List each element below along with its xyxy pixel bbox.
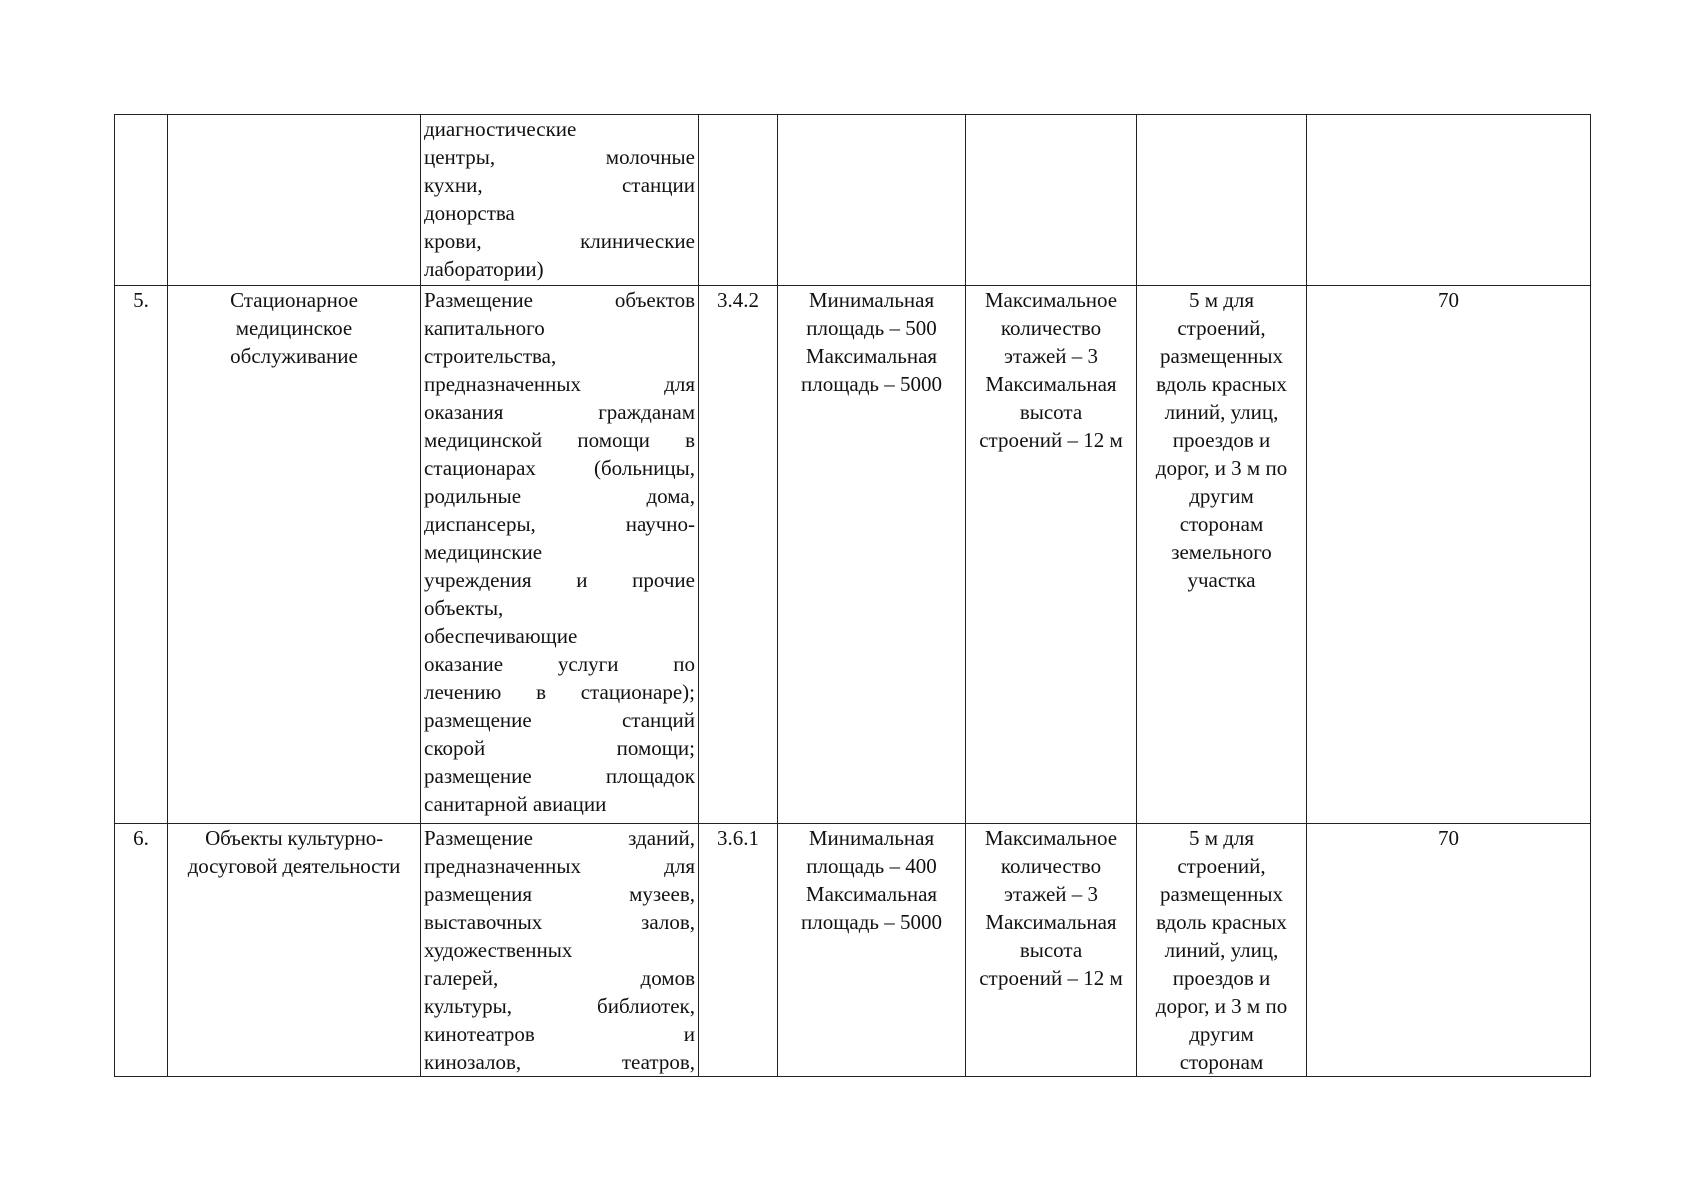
table-row [115, 115, 1591, 286]
cell-line: строений, [1177, 316, 1266, 340]
cell-line: линий, улиц, [1164, 938, 1279, 962]
row-number-cell [115, 824, 168, 1077]
description-line: Размещение объектов [424, 288, 695, 312]
cell-line: количество [1000, 854, 1102, 878]
coverage-percent-cell [1307, 286, 1591, 824]
classifier-code-cell [699, 824, 778, 1077]
cell-line: Максимальная [805, 344, 938, 368]
description-line: донорства [424, 201, 515, 225]
use-description-cell [421, 115, 699, 286]
classifier-code: 3.6.1 [717, 826, 759, 850]
description-line: капитального [424, 316, 545, 340]
description-line: диспансеры, научно- [424, 512, 695, 536]
description-line: медицинской помощи в [424, 428, 695, 452]
cell-line: 5 м для [1188, 288, 1255, 312]
description-line: центры, молочные [424, 145, 695, 169]
building-height-cell [966, 286, 1137, 824]
cell-line: Объекты культурно- [205, 826, 383, 850]
cell-line: обслуживание [230, 344, 358, 368]
cell-line: Максимальная [985, 910, 1117, 934]
table-row [115, 286, 1591, 824]
cell-line: Максимальное [984, 288, 1118, 312]
cell-line: линий, улиц, [1164, 400, 1279, 424]
use-name-cell [168, 824, 421, 1077]
cell-line: дорог, и 3 м по [1155, 456, 1288, 480]
row-number: 5. [133, 288, 149, 312]
description-line: оказания гражданам [424, 400, 695, 424]
cell-line: земельного [1171, 540, 1272, 564]
cell-line: сторонам [1179, 1050, 1264, 1074]
table-row [115, 824, 1591, 1077]
description-line: лаборатории) [424, 257, 544, 281]
cell-line: Минимальная [808, 826, 935, 850]
cell-line: Максимальная [985, 372, 1117, 396]
description-line: размещения музеев, [424, 882, 695, 906]
description-line: оказание услуги по [424, 652, 695, 676]
description-line: диагностические [424, 117, 577, 141]
description-line: родильные дома, [424, 484, 695, 508]
cell-line: строений – 12 м [979, 428, 1123, 452]
description-line: строительства, [424, 344, 557, 368]
description-line: объекты, [424, 596, 504, 620]
coverage-percent-cell [1307, 824, 1591, 1077]
cell-line: строений – 12 м [979, 966, 1123, 990]
cell-line: медицинское [235, 316, 353, 340]
description-line: предназначенных для [424, 372, 695, 396]
description-line: учреждения и прочие [424, 568, 695, 592]
cell-line: высота [1019, 938, 1083, 962]
use-name-cell [168, 115, 421, 286]
cell-line: размещенных [1159, 882, 1283, 906]
cell-line: другим [1189, 1022, 1254, 1046]
cell-line: 5 м для [1188, 826, 1255, 850]
description-line: выставочных залов, [424, 910, 695, 934]
cell-line: Максимальная [805, 882, 938, 906]
plot-area-cell [778, 824, 966, 1077]
land-use-regulations-table [114, 114, 1591, 1077]
coverage-percent-cell [1307, 115, 1591, 286]
cell-line: участка [1187, 568, 1256, 592]
description-line: Размещение зданий, [424, 826, 695, 850]
description-line: размещение площадок [424, 764, 695, 788]
cell-line: строений, [1177, 854, 1266, 878]
description-line: галерей, домов [424, 966, 695, 990]
setback-cell [1137, 824, 1307, 1077]
description-line: кухни, станции [424, 173, 695, 197]
cell-line: сторонам [1179, 512, 1264, 536]
cell-line: площадь – 5000 [801, 372, 942, 396]
setback-cell [1137, 115, 1307, 286]
cell-line: дорог, и 3 м по [1155, 994, 1288, 1018]
description-line: размещение станций [424, 708, 695, 732]
use-description-cell [421, 824, 699, 1077]
cell-line: этажей – 3 [1003, 882, 1099, 906]
description-line: медицинские [424, 540, 543, 564]
description-line: кинозалов, театров, [424, 1050, 695, 1074]
cell-line: количество [1000, 316, 1102, 340]
classifier-code-cell [699, 115, 778, 286]
cell-line: Минимальная [808, 288, 935, 312]
setback-cell [1137, 286, 1307, 824]
cell-line: высота [1019, 400, 1083, 424]
building-height-cell [966, 115, 1137, 286]
description-line: кинотеатров и [424, 1022, 695, 1046]
coverage-percent: 70 [1438, 826, 1459, 850]
table-body [115, 115, 1591, 1077]
description-line: культуры, библиотек, [424, 994, 695, 1018]
description-line: предназначенных для [424, 854, 695, 878]
use-description-cell [421, 286, 699, 824]
cell-line: вдоль красных [1156, 910, 1287, 934]
classifier-code-cell [699, 286, 778, 824]
row-number-cell [115, 286, 168, 824]
row-number: 6. [133, 826, 149, 850]
cell-line: Максимальное [984, 826, 1118, 850]
description-line: лечению в стационаре); [424, 680, 695, 704]
cell-line: Стационарное [230, 288, 358, 312]
description-line: скорой помощи; [424, 736, 695, 760]
description-line: художественных [424, 938, 573, 962]
description-line: санитарной авиации [424, 792, 607, 816]
classifier-code: 3.4.2 [717, 288, 759, 312]
description-line: стационарах (больницы, [424, 456, 695, 480]
cell-line: площадь – 400 [806, 854, 937, 878]
cell-line: другим [1189, 484, 1254, 508]
use-name-cell [168, 286, 421, 824]
cell-line: досуговой деятельности [187, 854, 401, 878]
building-height-cell [966, 824, 1137, 1077]
cell-line: проездов и [1172, 428, 1271, 452]
cell-line: площадь – 5000 [801, 910, 942, 934]
description-line: обеспечивающие [424, 624, 578, 648]
description-line: крови, клинические [424, 229, 695, 253]
cell-line: размещенных [1159, 344, 1283, 368]
cell-line: вдоль красных [1156, 372, 1287, 396]
cell-line: проездов и [1172, 966, 1271, 990]
plot-area-cell [778, 115, 966, 286]
row-number-cell [115, 115, 168, 286]
cell-line: площадь – 500 [806, 316, 937, 340]
coverage-percent: 70 [1438, 288, 1459, 312]
cell-line: этажей – 3 [1003, 344, 1099, 368]
plot-area-cell [778, 286, 966, 824]
